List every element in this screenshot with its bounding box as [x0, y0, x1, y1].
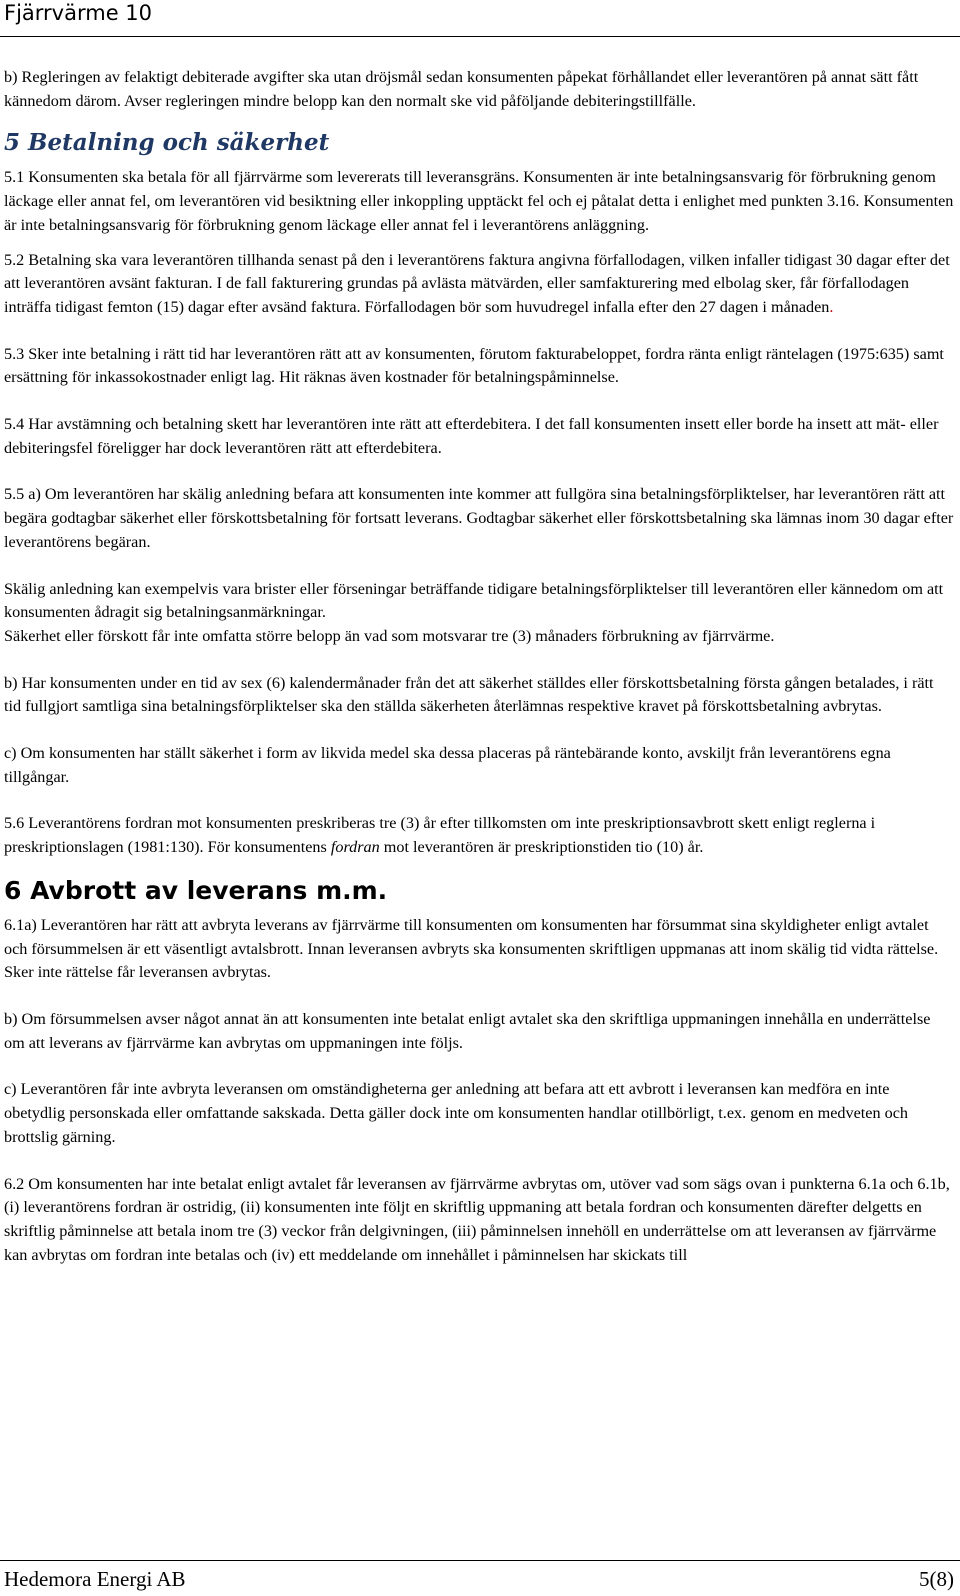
- paragraph-5-2: [4, 249, 954, 320]
- paragraph-6-2: 6.2 Om konsumenten har inte betalat enligt avtalet får leveransen av fjärrvärme avbrytas om, utöver vad som sägs ovan i punkterna 6.1a och 6.1b, (i) leverantörens fordran är ostridig, (ii) konsumenten inte följt en skriftlig uppmaning att betala fordran och konsumenten därefter delgetts en skriftlig påminnelse att betala inom tre (3) veckor från delgivningen, (iii) påminnelsen innehöll en underrättelse om att leveransen av fjärrvärme kan avbrytas om fordran inte betalas och (iv) ett meddelande om innehållet i påminnelsen har skickats till: [4, 1174, 950, 1264]
- page-header-title: Fjärrvärme 10: [4, 1, 153, 25]
- paragraph-5-2-text: 5.2 Betalning ska vara leverantören tillhanda senast på den i leverantörens faktura angivna förfallodagen, vilken infaller tidigast 30 dagar efter det att leverantören avsänt fakturan. I de fall fakturering grundas på avlästa mätvärden, eller samfakturering med elbolag sker, får förfallodagen inträffa tidigast femton (15) dagar efter avsänd faktura. Förfallodagen bör som huvudregel infalla efter den 27 dagen i månaden: [4, 250, 950, 316]
- paragraph-5-6-text-a: 5.6 Leverantörens fordran mot konsumenten preskriberas tre (3) år efter tillkomsten om inte preskriptionsavbrott skett enligt reglerna i preskriptionslagen (1981:130). För konsumentens: [4, 814, 876, 857]
- section-heading-6: 6 Avbrott av leverans m.m.: [4, 875, 388, 905]
- footer-divider: [0, 1560, 960, 1561]
- page-footer: [4, 1566, 954, 1592]
- paragraph-5-6-text-b: mot leverantören är preskriptionstiden tio (10) år.: [379, 838, 704, 857]
- paragraph-5-6-emphasis: fordran: [330, 838, 380, 857]
- paragraph-5-4: 5.4 Har avstämning och betalning skett har leverantören inte rätt att efterdebitera. I det fall konsumenten insett eller borde ha insett att mät- eller debiteringsfel föreligger har dock leverantören rätt att efterdebitera.: [4, 415, 939, 457]
- document-body: [4, 66, 954, 1267]
- paragraph-6-1a: 6.1a) Leverantören har rätt att avbryta leverans av fjärrvärme till konsumenten om konsumenten har försummat sina skyldigheter enligt avtalet och försummelsen är ett väsentligt avtalsbrott. Innan leveransen avbryts ska konsumenten skriftligen uppmanas att inom skälig tid vidta rättelse. Sker inte rättelse får leveransen avbrytas.: [4, 915, 939, 982]
- header-divider: [0, 36, 960, 37]
- paragraph-5-6: [4, 812, 954, 859]
- paragraph-5-3: 5.3 Sker inte betalning i rätt tid har leverantören rätt att av konsumenten, förutom fakturabeloppet, fordra ränta enligt räntelagen (1975:635) samt ersättning för inkassokostnader enligt lag. Hit räknas även kostnader för betalningspåminnelse.: [4, 344, 944, 387]
- paragraph-5-5a: 5.5 a) Om leverantören har skälig anledning befara att konsumenten inte kommer att fullgöra sina betalningsförpliktelser, har leverantören rätt att begära godtagbar säkerhet eller förskottsbetalning för fortsatt leverans. Godtagbar säkerhet eller förskottsbetalning ska lämnas inom 30 dagar efter leverantörens begäran.: [4, 485, 954, 551]
- paragraph-5-2-end: .: [829, 297, 834, 316]
- paragraph-5-1: 5.1 Konsumenten ska betala för all fjärrvärme som levererats till leveransgräns. Konsumenten är inte betalningsansvarig för förbrukning genom läckage eller annat fel, om leverantören vid besiktning eller inkoppling upptäckt fel och ej påtalat detta i enlighet med punkten 3.16. Konsumenten är inte betalningsansvarig för förbrukning genom läckage eller annat fel i leverantörens anläggning.: [4, 168, 954, 234]
- paragraph-5-5a-limit: Säkerhet eller förskott får inte omfatta större belopp än vad som motsvarar tre (3) månaders förbrukning av fjärrvärme.: [4, 626, 775, 645]
- paragraph-5-5c: c) Om konsumenten har ställt säkerhet i form av likvida medel ska dessa placeras på räntebärande konto, avskiljt från leverantörens egna tillgångar.: [4, 744, 891, 786]
- footer-page-number: 5(8): [919, 1567, 954, 1591]
- paragraph-5-5b: b) Har konsumenten under en tid av sex (6) kalendermånader från det att säkerhet ställdes eller förskottsbetalning första gången betalades, i rätt tid fullgjort samtliga sina betalningsförpliktelser ska den ställda säkerheten återlämnas respektive kravet på förskottsbetalning avbrytas.: [4, 673, 934, 716]
- paragraph-5-5a-reason: Skälig anledning kan exempelvis vara brister eller förseningar beträffande tidigare betalningsförpliktelser till leverantören eller kännedom om att konsumenten ådragit sig betalningsanmärkningar.: [4, 579, 944, 622]
- paragraph-6-1b: b) Om försummelsen avser något annat än att konsumenten inte betalat enligt avtalet ska den skriftliga uppmaningen innehålla en underrättelse om att leverans av fjärrvärme kan avbrytas om uppmaningen inte följs.: [4, 1009, 931, 1052]
- paragraph-6-1c: c) Leverantören får inte avbryta leveransen om omständigheterna ger anledning att befara att ett avbrott i leveransen kan medföra en inte obetydlig personskada eller omfattande sakskada. Detta gäller dock inte om konsumenten handlar otillbörligt, t.ex. genom en medveten och brottslig gärning.: [4, 1080, 908, 1146]
- section-heading-5: 5 Betalning och säkerhet: [4, 129, 330, 157]
- paragraph-4b: b) Regleringen av felaktigt debiterade avgifter ska utan dröjsmål sedan konsumenten påpekat förhållandet eller leverantören på annat sätt fått kännedom därom. Avser regleringen mindre belopp kan den normalt ske vid påföljande debiteringstillfälle.: [4, 68, 919, 110]
- footer-company: Hedemora Energi AB: [4, 1567, 186, 1591]
